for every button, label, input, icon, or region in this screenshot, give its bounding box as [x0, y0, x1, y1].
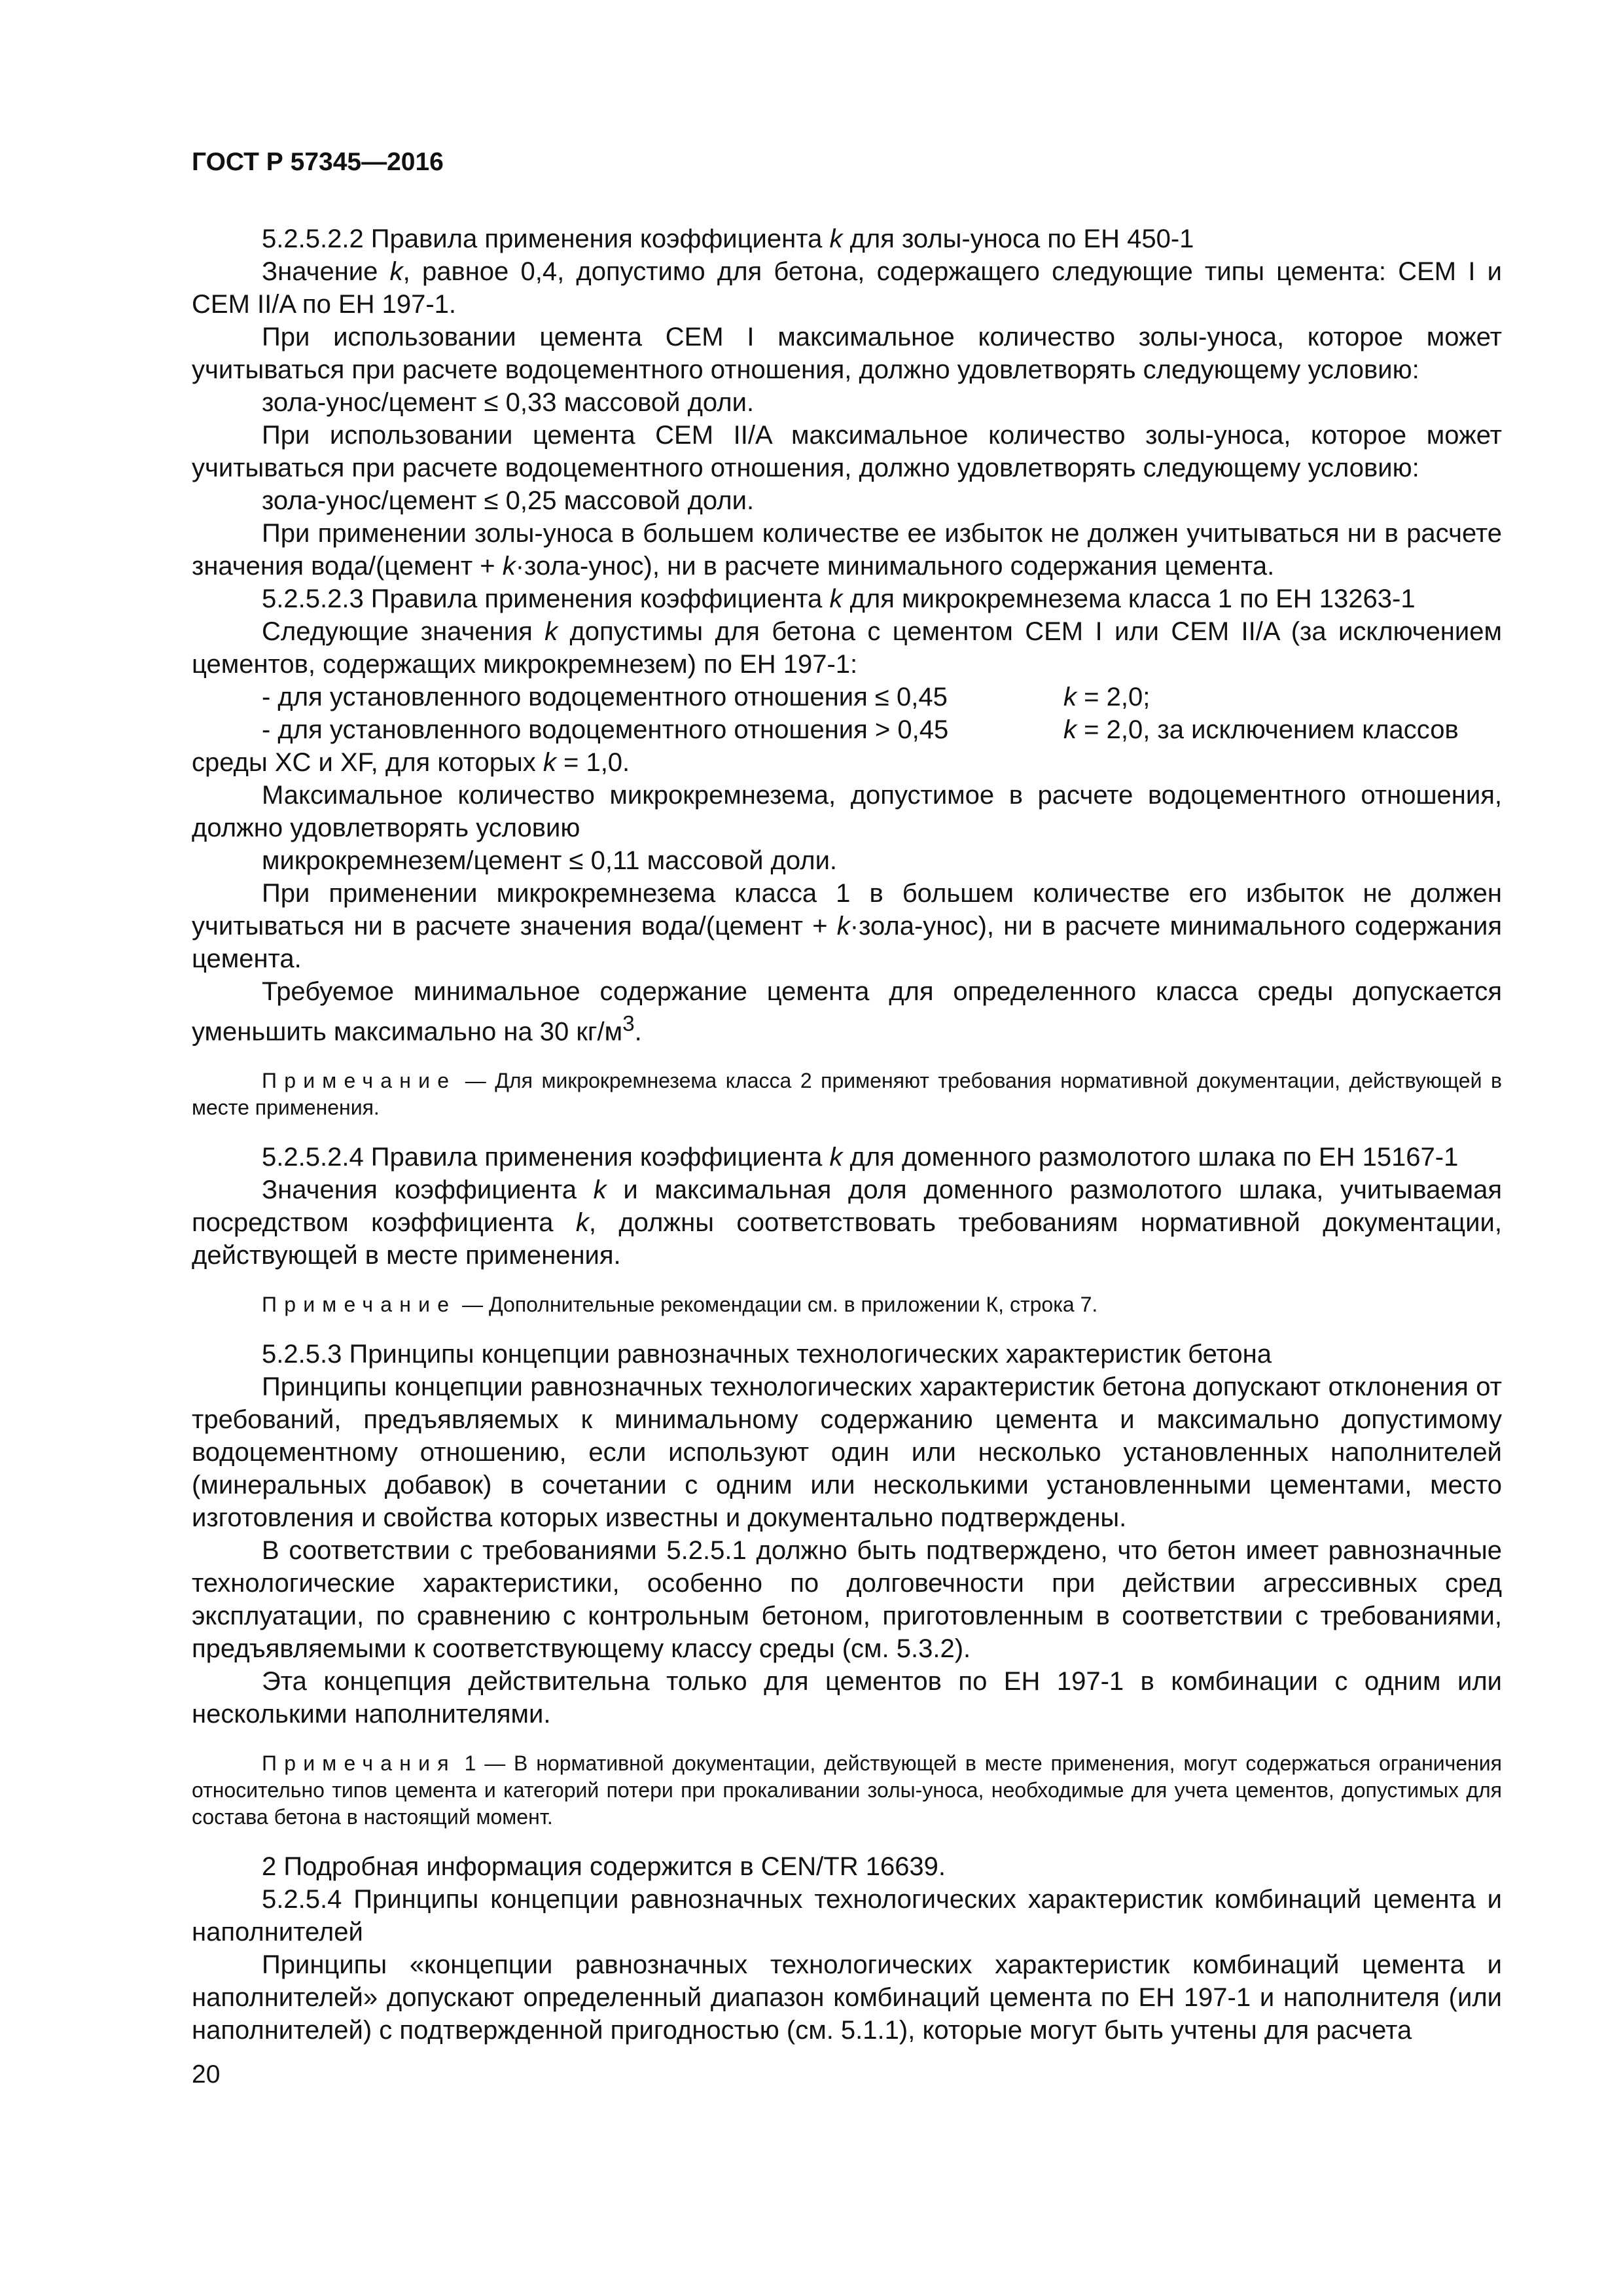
formula-line: зола-унос/цемент ≤ 0,25 массовой доли.	[262, 486, 755, 515]
paragraph: При применении микрокремнезема класса 1 в большем количестве его избыток не должен учитываться ни в расчете значения вода/(цемент + k·зола-унос), ни в расчете минимального содержания цемента.	[192, 879, 1502, 973]
list-item: - для установленного водоцементного отношения ≤ 0,45 k = 2,0;	[262, 683, 1150, 711]
paragraph: 2 Подробная информация содержится в CEN/TR 16639.	[262, 1852, 946, 1882]
section-heading: 5.2.5.4 Принципы концепции равнозначных технологических характеристик комбинаций цемента и наполнителей	[192, 1885, 1502, 1947]
note: Примечания 1 — В нормативной документации, действующей в месте применения, могут содержаться ограничения относительно типов цемента и категорий потери при прокаливании золы-уноса, необходимые для учета цементов, допустимых для состава бетона в настоящий момент.	[192, 1751, 1502, 1829]
paragraph: Значение k, равное 0,4, допустимо для бетона, содержащего следующие типы цемента: CEM I и CEM II/A по ЕН 197-1.	[192, 257, 1502, 319]
paragraph: Принципы концепции равнозначных технологических характеристик бетона допускают отклонения от требований, предъявляемых к минимальному содержанию цемента и максимально допустимому водоцементному отношению, если используют один или несколько установленных наполнителей (минеральных добавок) в сочетании с одним или несколькими установленными цементами, место изготовления и свойства которых известны и документально подтверждены.	[192, 1372, 1502, 1533]
document-body	[192, 223, 1502, 2047]
paragraph: Эта концепция действительна только для цементов по ЕН 197-1 в комбинации с одним или несколькими наполнителями.	[192, 1667, 1502, 1729]
section-heading: 5.2.5.2.4 Правила применения коэффициента k для доменного размолотого шлака по ЕН 15167-1	[262, 1143, 1459, 1172]
note: Примечание — Дополнительные рекомендации см. в приложении К, строка 7.	[262, 1293, 1098, 1317]
paragraph: При применении золы-уноса в большем количестве ее избыток не должен учитываться ни в расчете значения вода/(цемент + k·зола-унос), ни в расчете минимального содержания цемента.	[192, 519, 1502, 581]
paragraph: Значения коэффициента k и максимальная доля доменного размолотого шлака, учитываемая посредством коэффициента k, должны соответствовать требованиям нормативной документации, действующей в месте применения.	[192, 1175, 1502, 1270]
formula-line: микрокремнезем/цемент ≤ 0,11 массовой доли.	[262, 846, 838, 875]
paragraph: Требуемое минимальное содержание цемента для определенного класса среды допускается уменьшить максимально на 30 $кг/м^3$.	[192, 977, 1502, 1047]
formula-line: зола-унос/цемент ≤ 0,33 массовой доли.	[262, 388, 755, 417]
section-heading: 5.2.5.3 Принципы концепции равнозначных технологических характеристик бетона	[262, 1340, 1272, 1369]
list-item: - для установленного водоцементного отношения > 0,45 k = 2,0, за исключением классов	[262, 715, 1459, 744]
paragraph: Следующие значения k допустимы для бетона с цементом CEM I или CEM II/A (за исключением цементов, содержащих микрокремнезем) по ЕН 197-1:	[192, 617, 1502, 679]
note: Примечание — Для микрокремнезема класса 2 применяют требования нормативной документации, действующей в месте применения.	[192, 1069, 1502, 1120]
page-number: 20	[192, 2060, 221, 2089]
paragraph: При использовании цемента CEM II/A максимальное количество золы-уноса, которое может учитываться при расчете водоцементного отношения, должно удовлетворять следующему условию:	[192, 421, 1502, 482]
paragraph: При использовании цемента CEM I максимальное количество золы-уноса, которое может учитываться при расчете водоцементного отношения, должно удовлетворять следующему условию:	[192, 323, 1502, 384]
section-heading: 5.2.5.2.3 Правила применения коэффициента k для микрокремнезема класса 1 по ЕН 13263-1	[262, 584, 1416, 613]
document-header: ГОСТ Р 57345—2016	[192, 148, 444, 176]
paragraph: В соответствии с требованиями 5.2.5.1 должно быть подтверждено, что бетон имеет равнозначные технологические характеристики, особенно по долговечности при действии агрессивных сред эксплуатации, по сравнению с контрольным бетоном, приготовленным в соответствии с требованиями, предъявляемыми к соответствующему классу среды (см. 5.3.2).	[192, 1536, 1502, 1664]
paragraph: Максимальное количество микрокремнезема, допустимое в расчете водоцементного отношения, должно удовлетворять условию	[192, 781, 1502, 842]
section-heading: 5.2.5.2.2 Правила применения коэффициента k для золы-уноса по ЕН 450-1	[262, 224, 1194, 253]
paragraph: среды XC и XF, для которых k = 1,0.	[192, 748, 630, 777]
paragraph: Принципы «концепции равнозначных технологических характеристик комбинаций цемента и наполнителей» допускают определенный диапазон комбинаций цемента по ЕН 197-1 и наполнителя (или наполнителей) с подтвержденной пригодностью (см. 5.1.1), которые могут быть учтены для расчета	[192, 1950, 1502, 2045]
